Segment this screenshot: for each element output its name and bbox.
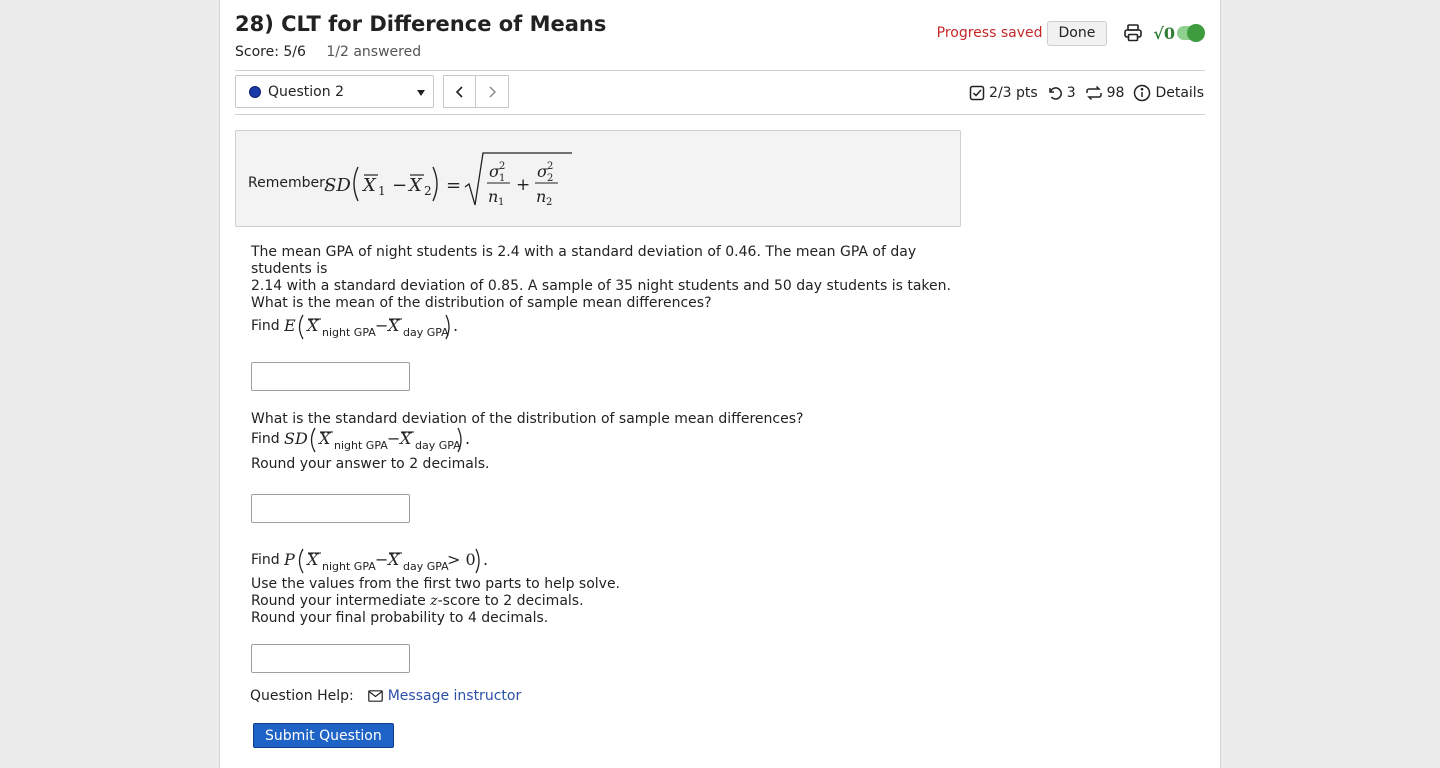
question-help-label: Question Help: <box>250 688 354 704</box>
svg-text:> 0: > 0 <box>446 550 476 569</box>
svg-text:n: n <box>536 187 547 206</box>
svg-text:X: X <box>387 316 400 335</box>
svg-text:1: 1 <box>499 173 506 184</box>
svg-text:X: X <box>318 429 331 448</box>
svg-text:X: X <box>399 429 412 448</box>
question-select-label: Question 2 <box>268 83 344 100</box>
math-entry-toggle[interactable] <box>1153 24 1203 43</box>
score-row <box>235 44 421 60</box>
part-1-find-line <box>251 312 951 340</box>
printer-icon[interactable] <box>1120 20 1146 46</box>
question-select[interactable] <box>235 75 434 108</box>
details-label: Details <box>1155 85 1204 101</box>
svg-text:2: 2 <box>547 173 554 184</box>
remember-label: Remember, <box>248 175 330 191</box>
page-title: 28) CLT for Difference of Means <box>235 12 607 36</box>
prev-question-button[interactable] <box>443 75 476 108</box>
svg-text:2: 2 <box>424 184 432 198</box>
subscript-day: day GPA <box>414 439 461 452</box>
svg-text:X: X <box>387 550 400 569</box>
message-instructor-link[interactable] <box>368 688 522 704</box>
svg-text:2: 2 <box>499 161 506 172</box>
chevron-down-icon <box>417 90 425 96</box>
svg-text:σ: σ <box>489 162 500 181</box>
svg-text:.: . <box>452 316 458 335</box>
problem-line-2: 2.14 with a standard deviation of 0.85. A sample of 35 night students and 50 day students is taken. <box>251 278 951 294</box>
part-2-rounding: Round your answer to 2 decimals. <box>251 456 490 472</box>
retries-indicator <box>1047 85 1076 101</box>
part-2-find-line <box>251 428 951 450</box>
points-text: 2/3 pts <box>989 85 1038 101</box>
svg-text:SD: SD <box>283 429 308 448</box>
svg-text:.: . <box>464 429 470 448</box>
answered-count: 1/2 answered <box>326 44 422 60</box>
svg-text:−: − <box>374 550 389 569</box>
z-variable: z <box>430 593 438 609</box>
undo-icon <box>1047 85 1063 101</box>
svg-text:E: E <box>283 316 296 335</box>
svg-text:=: = <box>446 175 462 196</box>
svg-text:P: P <box>283 550 295 569</box>
part-3-prompt <box>251 546 951 627</box>
submit-question-button[interactable]: Submit Question <box>253 723 394 748</box>
progress-saved-status: Progress saved <box>936 25 1043 41</box>
message-instructor-label: Message instructor <box>387 688 522 704</box>
find-label: Find <box>251 430 280 447</box>
chevron-right-icon <box>486 85 498 99</box>
part-2-answer-input[interactable] <box>251 494 410 523</box>
svg-text:2: 2 <box>546 197 553 208</box>
svg-text:−: − <box>386 429 401 448</box>
svg-text:X: X <box>306 550 319 569</box>
question-page <box>219 0 1221 768</box>
chevron-left-icon <box>454 85 466 99</box>
details-button[interactable] <box>1133 84 1204 102</box>
problem-statement <box>251 244 951 295</box>
svg-text:X: X <box>306 316 319 335</box>
repeat-icon <box>1085 85 1103 101</box>
question-nav-buttons <box>443 75 509 108</box>
sd-formula <box>324 149 574 213</box>
svg-text:+: + <box>516 175 531 195</box>
svg-text:−: − <box>374 316 389 335</box>
done-button[interactable]: Done <box>1047 21 1108 46</box>
attempts-indicator <box>1085 85 1125 101</box>
svg-text:2: 2 <box>547 161 554 172</box>
formula-reminder-box <box>235 130 961 227</box>
svg-text:−: − <box>392 175 408 196</box>
header-divider <box>235 70 1205 71</box>
svg-text:X: X <box>363 175 376 196</box>
header-actions <box>937 20 1203 46</box>
question-status-dot <box>249 86 261 98</box>
question-help <box>250 688 521 704</box>
subscript-night: night GPA <box>321 560 376 573</box>
svg-text:1: 1 <box>498 197 505 208</box>
envelope-icon <box>368 690 383 702</box>
part-1-question: What is the mean of the distribution of sample mean differences? <box>251 295 712 311</box>
find-label: Find <box>251 551 280 568</box>
nav-divider <box>235 114 1205 115</box>
expected-value-expression <box>284 312 464 340</box>
problem-line-1: The mean GPA of night students is 2.4 with a standard deviation of 0.46. The mean GPA of day students is <box>251 244 917 277</box>
subscript-day: day GPA <box>402 326 449 339</box>
standard-deviation-expression <box>284 425 479 453</box>
attempts-count: 98 <box>1106 85 1125 101</box>
svg-text:SD: SD <box>324 175 351 196</box>
svg-text:.: . <box>482 550 488 569</box>
svg-text:n: n <box>488 187 499 206</box>
part-3-find-line <box>251 546 951 574</box>
subscript-night: night GPA <box>321 326 376 339</box>
next-question-button[interactable] <box>476 75 509 108</box>
part-2-prompt <box>251 411 951 473</box>
points-indicator <box>969 85 1038 101</box>
sqrt-toggle-icon: √0 <box>1153 23 1175 43</box>
info-icon <box>1133 84 1151 102</box>
part-3-final-rounding: Round your final probability to 4 decimals. <box>251 610 549 626</box>
part-1-answer-input[interactable] <box>251 362 410 391</box>
part-3-help-text: Use the values from the first two parts to help solve. <box>251 576 621 592</box>
score-text: Score: 5/6 <box>235 44 306 60</box>
retries-count: 3 <box>1066 85 1076 101</box>
question-meta <box>960 82 1204 104</box>
checkbox-icon <box>969 85 985 101</box>
probability-expression <box>284 546 494 574</box>
find-label: Find <box>251 317 280 334</box>
subscript-day: day GPA <box>402 560 449 573</box>
subscript-night: night GPA <box>333 439 388 452</box>
svg-text:X: X <box>409 175 422 196</box>
svg-text:σ: σ <box>537 162 548 181</box>
part-1-prompt <box>251 295 951 340</box>
part-3-answer-input[interactable] <box>251 644 410 673</box>
part-2-question: What is the standard deviation of the distribution of sample mean differences? <box>251 411 804 427</box>
part-3-z-rounding: Round your intermediate z-score to 2 decimals. <box>251 593 584 609</box>
toggle-switch <box>1177 26 1203 40</box>
svg-text:1: 1 <box>378 184 386 198</box>
